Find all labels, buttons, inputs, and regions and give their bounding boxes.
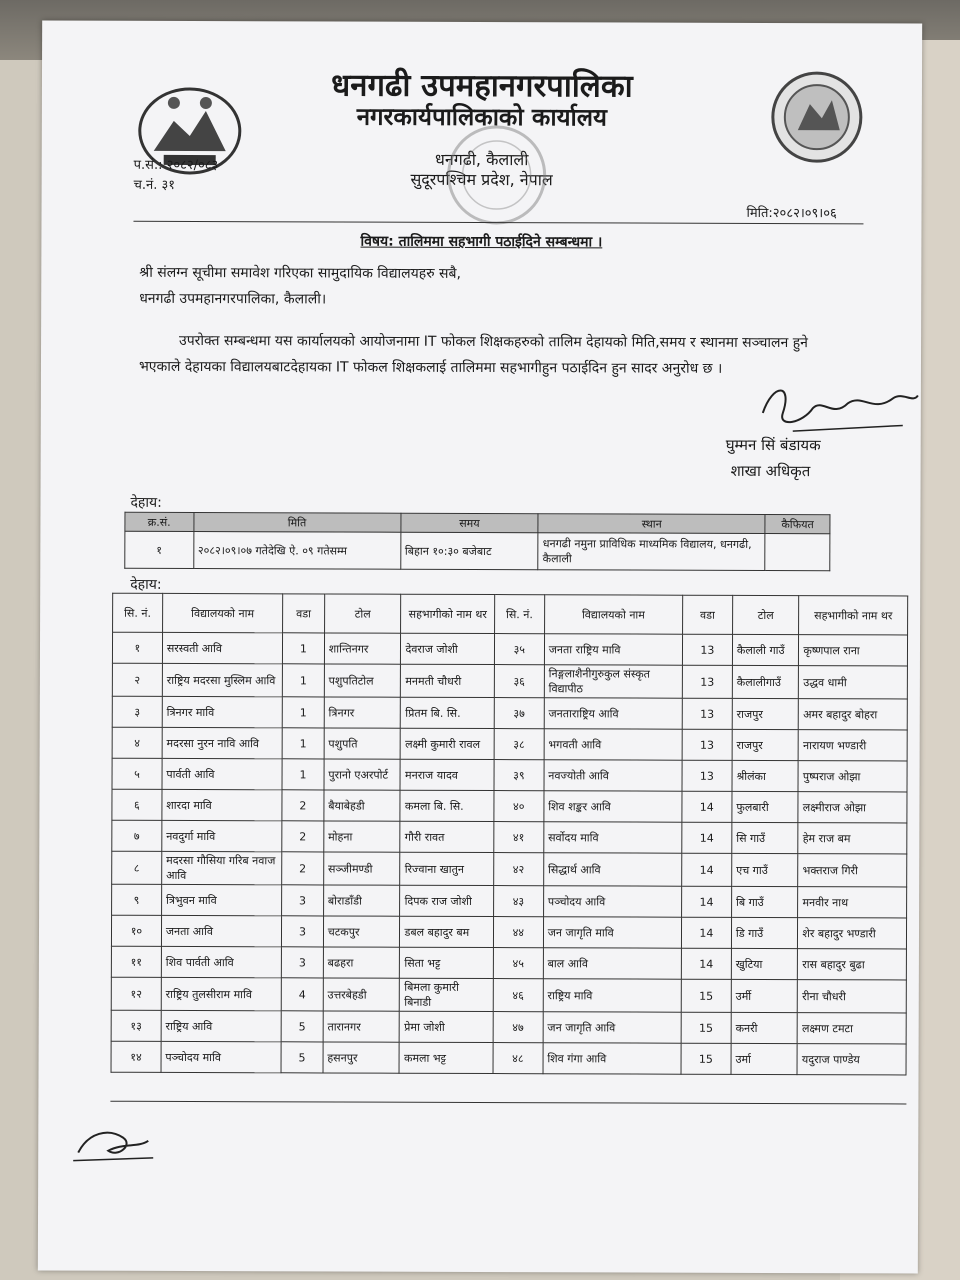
table-cell: 2 — [282, 790, 324, 821]
table-cell: बाल आवि — [543, 948, 681, 979]
table-cell: खुटिया — [731, 948, 798, 979]
table-cell: राष्ट्रिय आवि — [161, 1010, 281, 1041]
table-cell: 15 — [681, 1012, 731, 1043]
table-header: कैफियत — [765, 514, 830, 533]
table-cell: 1 — [282, 728, 324, 759]
table-row — [111, 977, 906, 1013]
table-cell: प्रेमा जोशी — [400, 1011, 494, 1042]
table-cell: शारदा मावि — [162, 789, 282, 820]
table-row — [112, 884, 907, 918]
table-cell: ३७ — [494, 698, 544, 729]
table-cell: नारायण भण्डारी — [798, 730, 907, 761]
table-cell: बैयाबेहडी — [324, 790, 401, 821]
table-cell: नवदुर्गा मावि — [162, 820, 282, 851]
table-cell: रिज्वाना खातुन — [400, 852, 494, 885]
table-cell: सञ्जीमण्डी — [323, 852, 400, 885]
table-cell: मनराज यादव — [400, 759, 494, 790]
body-line2: भएकाले देहायका विद्यालयबाटदेहायका IT फोकल शिक्षकलाई तालिममा सहभागीहुन पठाईदिन हुन सादर अनुरोध छ । — [138, 358, 723, 377]
table-cell: शान्तिनगर — [324, 633, 401, 664]
table-cell: भगवती आवि — [544, 729, 682, 760]
table-row — [125, 531, 830, 570]
table-cell: राष्ट्रिय तुलसीराम मावि — [161, 977, 281, 1010]
table-cell: शिव गंगा आवि — [543, 1043, 681, 1074]
table-cell: रास बहादुर बुढा — [798, 949, 907, 980]
table-cell: पार्वती आवि — [162, 758, 282, 789]
table-header: वडा — [682, 595, 732, 634]
table-cell: ४४ — [493, 917, 543, 948]
table-cell: चटकपुर — [323, 916, 400, 947]
table-cell: मनवीर नाथ — [798, 887, 907, 918]
table-cell: ३८ — [494, 729, 544, 760]
table-cell: ५ — [112, 758, 162, 789]
table-cell: पञ्चोदय मावि — [161, 1041, 281, 1072]
table-cell: उत्तरबेहडी — [323, 978, 400, 1011]
table-row — [112, 758, 907, 792]
table-cell: कृष्णपाल राना — [799, 635, 908, 666]
table-cell: शिव पार्वती आवि — [161, 946, 281, 977]
table-cell: 3 — [281, 947, 323, 978]
table-cell: हसनपुर — [323, 1042, 400, 1073]
table-cell: जनता आवि — [161, 915, 281, 946]
table-cell: रीना चौधरी — [798, 980, 907, 1013]
table-cell: 14 — [681, 917, 731, 948]
schedule-table — [124, 512, 830, 571]
letter-sheet — [38, 20, 922, 1273]
table-cell: 13 — [682, 665, 732, 698]
table-cell: 15 — [681, 1043, 731, 1074]
table-cell: 1 — [282, 664, 324, 697]
table-cell: ४१ — [494, 822, 544, 853]
table-cell: त्रिनगर मावि — [162, 696, 282, 727]
table-cell: 2 — [282, 852, 324, 885]
table-cell: 1 — [282, 697, 324, 728]
table-cell: ७ — [112, 820, 162, 851]
signatory-title: शाखा अधिकृत — [730, 461, 811, 481]
dispatch-number: च.नं. ३१ — [133, 177, 176, 193]
table-header: वडा — [283, 594, 325, 633]
table-cell: जनताराष्ट्रिय आवि — [544, 698, 682, 729]
table-cell: ४३ — [493, 886, 543, 917]
schools-label: देहाय: — [130, 576, 162, 593]
schools-table-body — [111, 632, 908, 1075]
table-cell: यदुराज पाण्डेय — [797, 1044, 906, 1075]
table-cell: बि गाउँ — [731, 886, 798, 917]
table-cell: १४ — [111, 1041, 161, 1072]
table-cell: 13 — [682, 634, 732, 665]
table-cell: राजपुर — [732, 729, 799, 760]
table-cell: डि गाउँ — [731, 917, 798, 948]
table-cell: पुरानो एअरपोर्ट — [324, 759, 401, 790]
table-row — [111, 1041, 906, 1075]
table-cell: पशुपति — [324, 728, 401, 759]
table-cell: कमला बि. सि. — [400, 790, 494, 821]
signature-icon — [753, 373, 923, 444]
table-cell: मोहना — [324, 821, 401, 852]
table-cell: लक्ष्मी कुमारी रावल — [401, 728, 495, 759]
table-cell: 13 — [682, 760, 732, 791]
initials-icon — [68, 1113, 158, 1173]
table-cell: देवराज जोशी — [401, 633, 495, 664]
table-row — [111, 915, 906, 949]
table-cell: 5 — [281, 1011, 323, 1042]
office-name: नगरकार्यपालिकाको कार्यालय — [356, 102, 607, 132]
table-cell: बढहरा — [323, 947, 400, 978]
table-header: टोल — [732, 595, 799, 634]
table-row — [112, 727, 907, 761]
table-cell: ६ — [112, 789, 162, 820]
table-cell: ३ — [112, 696, 162, 727]
table-cell: नवज्योती आवि — [544, 760, 682, 791]
table-cell: जनता राष्ट्रिय मावि — [544, 634, 682, 665]
table-cell: निङ्गलाशैनीगुरुकुल संस्कृत विद्यापीठ — [544, 665, 682, 698]
table-cell: 14 — [681, 886, 731, 917]
table-row — [112, 820, 907, 854]
table-cell: ४८ — [493, 1043, 543, 1074]
table-cell: कैलाली गाउँ — [732, 634, 799, 665]
table-cell: 14 — [682, 791, 732, 822]
table-row — [112, 851, 907, 887]
location-line2: सुदूरपश्चिम प्रदेश, नेपाल — [410, 169, 553, 190]
table-header: सहभागीको नाम थर — [799, 596, 908, 635]
table-cell: पुष्पराज ओझा — [798, 761, 907, 792]
table-row — [112, 696, 907, 730]
office-stamp-icon — [436, 120, 556, 230]
table-cell: कैलालीगाउँ — [732, 665, 799, 698]
table-cell: सि गाउँ — [732, 822, 799, 853]
table-header: समय — [400, 513, 538, 532]
table-cell: गौरी रावत — [400, 821, 494, 852]
municipality-logo-icon — [770, 70, 864, 164]
table-cell: २ — [112, 663, 162, 696]
table-header: स्थान — [538, 514, 765, 534]
table-cell: एच गाउँ — [732, 853, 799, 886]
table-cell: 14 — [682, 822, 732, 853]
table-cell: ४७ — [493, 1012, 543, 1043]
table-cell: १ — [125, 531, 194, 568]
table-cell: उर्मी — [731, 979, 798, 1012]
table-cell: फुलबारी — [732, 791, 799, 822]
table-cell: शेर बहादुर भण्डारी — [798, 918, 907, 949]
table-cell: 3 — [282, 885, 324, 916]
table-cell: उर्मा — [731, 1043, 798, 1074]
table-cell: २०८२।०९।०७ गतेदेखि ऐ. ०९ गतेसम्म — [193, 531, 400, 569]
table-cell: दिपक राज जोशी — [400, 885, 494, 916]
table-cell: तारानगर — [323, 1011, 400, 1042]
table-cell: त्रिभुवन मावि — [161, 884, 281, 915]
table-row — [111, 1010, 906, 1044]
table-cell: ४२ — [494, 853, 544, 886]
table-cell: १ — [112, 632, 162, 663]
table-cell: बिमला कुमारी बिनाडी — [400, 978, 494, 1011]
addressee-line1: श्री संलग्न सूचीमा समावेश गरिएका सामुदायिक विद्यालयहरु सबै, — [139, 264, 461, 282]
bottom-divider — [110, 1101, 906, 1105]
letter-date: मिति:२०८२।०९।०६ — [746, 205, 837, 222]
body-line1: उपरोक्त सम्बन्धमा यस कार्यालयको आयोजनामा IT फोकल शिक्षकहरुको तालिम देहायको मिति,समय र स्थानमा सञ्चालन हुने — [179, 332, 808, 352]
table-header: विद्यालयको नाम — [544, 595, 682, 634]
table-cell: 13 — [682, 729, 732, 760]
table-cell: बिहान १०:३० बजेबाट — [400, 532, 538, 569]
table-header: मिति — [193, 512, 400, 532]
table-cell: श्रीलंका — [732, 760, 799, 791]
table-cell: 14 — [681, 948, 731, 979]
table-cell: सरस्वती आवि — [162, 632, 282, 663]
table-cell: धनगढी नमुना प्राविधिक माध्यमिक विद्यालय, धनगढी, कैलाली — [538, 533, 765, 571]
table-cell: सिद्धार्थ आवि — [543, 853, 681, 886]
table-cell: अमर बहादुर बोहरा — [799, 699, 908, 730]
table-cell: ११ — [111, 946, 161, 977]
table-cell: ३९ — [494, 760, 544, 791]
table-row — [112, 789, 907, 823]
table-cell: बोराडाँडी — [323, 885, 400, 916]
table-row — [112, 632, 907, 666]
table-cell: 15 — [681, 979, 731, 1012]
table-cell: ४ — [112, 727, 162, 758]
table-header: सि. नं. — [113, 593, 163, 632]
table-cell: १२ — [111, 977, 161, 1010]
table-header: सहभागीको नाम थर — [401, 594, 495, 633]
table-cell: हेम राज बम — [798, 823, 907, 854]
table-cell: जन जागृति आवि — [543, 1012, 681, 1043]
schedule-table-body — [125, 531, 830, 570]
table-cell: ४० — [494, 791, 544, 822]
table-cell: कमला भट्ट — [399, 1042, 493, 1073]
table-cell: डबल बहादुर बम — [400, 916, 494, 947]
table-cell: राष्ट्रिय मदरसा मुस्लिम आवि — [162, 663, 282, 696]
table-cell: ३५ — [494, 634, 544, 665]
table-cell: प्रितम बि. सि. — [401, 697, 495, 728]
subject-line: विषय: तालिममा सहभागी पठाईदिने सम्बन्धमा । — [360, 233, 603, 251]
table-cell: कनरी — [731, 1012, 798, 1043]
table-cell: १३ — [111, 1010, 161, 1041]
reference-number: प.सं.: २०८२/०८३ — [133, 157, 219, 174]
table-row — [112, 663, 907, 699]
table-cell: 1 — [283, 633, 325, 664]
table-row — [111, 946, 906, 980]
table-cell: १० — [111, 915, 161, 946]
table-cell: पशुपतिटोल — [324, 664, 401, 697]
table-cell: 2 — [282, 821, 324, 852]
table-cell: मदरसा नुरन नावि आवि — [162, 727, 282, 758]
table-cell: भक्तराज गिरी — [798, 854, 907, 887]
schedule-label: देहाय: — [130, 494, 162, 511]
location-line1: धनगढी, कैलाली — [434, 149, 529, 170]
table-cell: जन जागृति मावि — [543, 917, 681, 948]
table-cell: सर्वोदय मावि — [544, 822, 682, 853]
schools-table — [111, 593, 909, 1076]
table-cell: लक्ष्मण टमटा — [797, 1013, 906, 1044]
table-cell: ४६ — [493, 979, 543, 1012]
table-cell: ४५ — [493, 948, 543, 979]
table-cell: सिता भट्ट — [400, 947, 494, 978]
table-cell: 5 — [281, 1042, 323, 1073]
table-cell: पञ्चोदय आवि — [543, 886, 681, 917]
table-cell: ३६ — [494, 665, 544, 698]
table-header: विद्यालयको नाम — [162, 593, 282, 632]
signatory-name: घुम्मन सिं बंडायक — [725, 435, 821, 455]
table-cell: लक्ष्मीराज ओझा — [798, 792, 907, 823]
table-cell: ९ — [112, 884, 162, 915]
table-cell: राजपुर — [732, 698, 799, 729]
addressee-line2: धनगढी उपमहानगरपालिका, कैलाली। — [139, 290, 327, 308]
table-header: टोल — [324, 594, 401, 633]
table-cell: उद्धव धामी — [799, 666, 908, 699]
org-name: धनगढी उपमहानगरपालिका — [331, 67, 633, 105]
table-cell: ८ — [112, 851, 162, 884]
table-header: सि. नं. — [494, 595, 544, 634]
table-header-row — [113, 593, 908, 635]
table-cell: 14 — [682, 853, 732, 886]
table-cell: राष्ट्रिय मावि — [543, 979, 681, 1012]
table-cell: 13 — [682, 698, 732, 729]
table-cell: मदरसा गौसिया गरिब नवाज आवि — [162, 851, 282, 884]
table-cell: मनमती चौधरी — [401, 664, 495, 697]
table-cell: 1 — [282, 759, 324, 790]
table-cell: 3 — [282, 916, 324, 947]
table-cell — [765, 533, 830, 570]
table-header: क्र.सं. — [125, 512, 194, 531]
table-cell: 4 — [281, 978, 323, 1011]
table-cell: त्रिनगर — [324, 697, 401, 728]
table-cell: शिव शङ्कर आवि — [544, 791, 682, 822]
